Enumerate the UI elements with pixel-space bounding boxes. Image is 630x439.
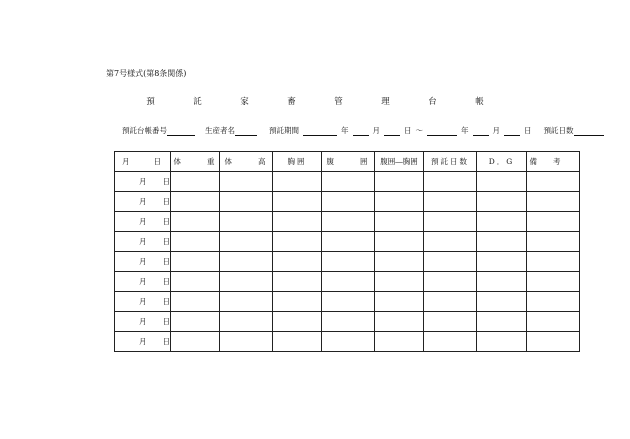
period-tilde: 〜 xyxy=(415,126,423,135)
remarks-cell[interactable] xyxy=(527,272,580,292)
producer-field xyxy=(205,125,257,136)
abdomen-cell[interactable] xyxy=(322,232,375,252)
date-cell[interactable] xyxy=(115,172,171,192)
date-day-unit: 日 xyxy=(162,257,170,266)
days-cell[interactable] xyxy=(424,252,477,272)
date-month-unit: 月 xyxy=(139,337,147,346)
remarks-cell[interactable] xyxy=(527,332,580,352)
dg-cell[interactable] xyxy=(477,292,527,312)
table-header-row xyxy=(115,152,580,172)
dg-cell[interactable] xyxy=(477,172,527,192)
form-number: 第7号様式(第8条関係) xyxy=(106,69,187,78)
header-dg: D．G xyxy=(477,152,527,172)
diff-cell[interactable] xyxy=(375,272,424,292)
remarks-cell[interactable] xyxy=(527,212,580,232)
dg-cell[interactable] xyxy=(477,232,527,252)
header-height-b: 高 xyxy=(258,157,268,166)
diff-cell[interactable] xyxy=(375,192,424,212)
header-abdomen-a: 腹 xyxy=(326,157,336,166)
days-cell[interactable] xyxy=(424,172,477,192)
days-cell[interactable] xyxy=(424,312,477,332)
header-date xyxy=(115,152,171,172)
table-row xyxy=(115,172,580,192)
table-row xyxy=(115,212,580,232)
date-month-unit: 月 xyxy=(139,257,147,266)
header-abdomen xyxy=(322,152,375,172)
period-end-year-unit: 年 xyxy=(461,126,469,135)
weight-cell[interactable] xyxy=(171,172,220,192)
diff-cell[interactable] xyxy=(375,252,424,272)
chest-cell[interactable] xyxy=(273,172,322,192)
height-cell[interactable] xyxy=(220,292,273,312)
weight-cell[interactable] xyxy=(171,232,220,252)
period-start-year-unit: 年 xyxy=(341,126,349,135)
days-field xyxy=(544,125,604,136)
table-row xyxy=(115,332,580,352)
date-cell[interactable] xyxy=(115,312,171,332)
diff-cell[interactable] xyxy=(375,292,424,312)
period-start-day-unit: 日 xyxy=(404,126,412,135)
period-start-month-blank[interactable] xyxy=(353,126,369,136)
header-fields xyxy=(122,125,614,136)
height-cell[interactable] xyxy=(220,332,273,352)
remarks-cell[interactable] xyxy=(527,292,580,312)
period-start-month-unit: 月 xyxy=(372,126,380,135)
abdomen-cell[interactable] xyxy=(322,252,375,272)
header-days: 預託日数 xyxy=(424,152,477,172)
days-cell[interactable] xyxy=(424,192,477,212)
header-chest: 胸囲 xyxy=(273,152,322,172)
period-start-day-blank[interactable] xyxy=(384,126,400,136)
diff-cell[interactable] xyxy=(375,212,424,232)
date-month-unit: 月 xyxy=(139,297,147,306)
header-date-day: 日 xyxy=(153,157,163,166)
period-end-month-blank[interactable] xyxy=(473,126,489,136)
date-month-unit: 月 xyxy=(139,177,147,186)
dg-cell[interactable] xyxy=(477,252,527,272)
chest-cell[interactable] xyxy=(273,252,322,272)
days-label: 預託日数 xyxy=(543,126,574,135)
producer-blank[interactable] xyxy=(235,126,257,136)
ledger-number-field xyxy=(122,125,195,136)
remarks-cell[interactable] xyxy=(527,312,580,332)
days-cell[interactable] xyxy=(424,212,477,232)
date-cell[interactable] xyxy=(115,292,171,312)
table-row xyxy=(115,192,580,212)
abdomen-cell[interactable] xyxy=(322,332,375,352)
diff-cell[interactable] xyxy=(375,332,424,352)
date-month-unit: 月 xyxy=(139,237,147,246)
date-day-unit: 日 xyxy=(162,277,170,286)
weight-cell[interactable] xyxy=(171,312,220,332)
weight-cell[interactable] xyxy=(171,212,220,232)
height-cell[interactable] xyxy=(220,192,273,212)
abdomen-cell[interactable] xyxy=(322,312,375,332)
date-cell[interactable] xyxy=(115,232,171,252)
header-weight xyxy=(171,152,220,172)
date-day-unit: 日 xyxy=(162,197,170,206)
diff-cell[interactable] xyxy=(375,172,424,192)
chest-cell[interactable] xyxy=(273,212,322,232)
weight-cell[interactable] xyxy=(171,272,220,292)
ledger-number-label: 預託台帳番号 xyxy=(122,126,167,135)
ledger-number-blank[interactable] xyxy=(167,126,195,136)
remarks-cell[interactable] xyxy=(527,252,580,272)
days-blank[interactable] xyxy=(574,126,604,136)
date-cell[interactable] xyxy=(115,272,171,292)
header-weight-b: 重 xyxy=(207,157,217,166)
chest-cell[interactable] xyxy=(273,272,322,292)
days-cell[interactable] xyxy=(424,232,477,252)
period-start-year-blank[interactable] xyxy=(303,126,337,136)
period-end-year-blank[interactable] xyxy=(427,126,457,136)
height-cell[interactable] xyxy=(220,232,273,252)
date-cell[interactable] xyxy=(115,192,171,212)
period-label: 預託期間 xyxy=(269,126,299,135)
date-day-unit: 日 xyxy=(162,337,170,346)
header-remarks: 備考 xyxy=(527,152,580,172)
remarks-cell[interactable] xyxy=(527,192,580,212)
period-end-day-blank[interactable] xyxy=(504,126,520,136)
height-cell[interactable] xyxy=(220,312,273,332)
date-month-unit: 月 xyxy=(139,317,147,326)
table-row xyxy=(115,292,580,312)
abdomen-cell[interactable] xyxy=(322,212,375,232)
header-height xyxy=(220,152,273,172)
period-field xyxy=(267,125,534,136)
remarks-cell[interactable] xyxy=(527,232,580,252)
weight-cell[interactable] xyxy=(171,332,220,352)
date-cell[interactable] xyxy=(115,332,171,352)
days-cell[interactable] xyxy=(424,332,477,352)
header-height-a: 体 xyxy=(224,157,234,166)
producer-label: 生産者名 xyxy=(205,126,235,135)
dg-cell[interactable] xyxy=(477,212,527,232)
table-row xyxy=(115,232,580,252)
chest-cell[interactable] xyxy=(273,332,322,352)
weight-cell[interactable] xyxy=(171,252,220,272)
form-title: 預 託 家 畜 管 理 台 帳 xyxy=(146,97,499,107)
ledger-table xyxy=(114,151,580,352)
date-cell[interactable] xyxy=(115,212,171,232)
chest-cell[interactable] xyxy=(273,312,322,332)
height-cell[interactable] xyxy=(220,272,273,292)
chest-cell[interactable] xyxy=(273,292,322,312)
date-month-unit: 月 xyxy=(139,217,147,226)
date-day-unit: 日 xyxy=(162,217,170,226)
weight-cell[interactable] xyxy=(171,192,220,212)
diff-cell[interactable] xyxy=(375,232,424,252)
header-diff: 腹囲―胸囲 xyxy=(375,152,424,172)
chest-cell[interactable] xyxy=(273,232,322,252)
weight-cell[interactable] xyxy=(171,292,220,312)
dg-cell[interactable] xyxy=(477,272,527,292)
date-cell[interactable] xyxy=(115,252,171,272)
days-cell[interactable] xyxy=(424,292,477,312)
period-end-day-unit: 日 xyxy=(524,126,532,135)
table-row xyxy=(115,272,580,292)
days-cell[interactable] xyxy=(424,272,477,292)
table-row xyxy=(115,312,580,332)
date-month-unit: 月 xyxy=(139,277,147,286)
table-row xyxy=(115,252,580,272)
abdomen-cell[interactable] xyxy=(322,292,375,312)
abdomen-cell[interactable] xyxy=(322,272,375,292)
height-cell[interactable] xyxy=(220,252,273,272)
remarks-cell[interactable] xyxy=(527,172,580,192)
date-day-unit: 日 xyxy=(162,177,170,186)
diff-cell[interactable] xyxy=(375,312,424,332)
dg-cell[interactable] xyxy=(477,192,527,212)
dg-cell[interactable] xyxy=(477,332,527,352)
date-day-unit: 日 xyxy=(162,297,170,306)
header-weight-a: 体 xyxy=(173,157,183,166)
height-cell[interactable] xyxy=(220,172,273,192)
abdomen-cell[interactable] xyxy=(322,172,375,192)
date-day-unit: 日 xyxy=(162,317,170,326)
period-end-month-unit: 月 xyxy=(492,126,500,135)
height-cell[interactable] xyxy=(220,212,273,232)
header-date-month: 月 xyxy=(122,157,132,166)
header-abdomen-b: 囲 xyxy=(360,157,370,166)
dg-cell[interactable] xyxy=(477,312,527,332)
date-month-unit: 月 xyxy=(139,197,147,206)
abdomen-cell[interactable] xyxy=(322,192,375,212)
chest-cell[interactable] xyxy=(273,192,322,212)
date-day-unit: 日 xyxy=(162,237,170,246)
